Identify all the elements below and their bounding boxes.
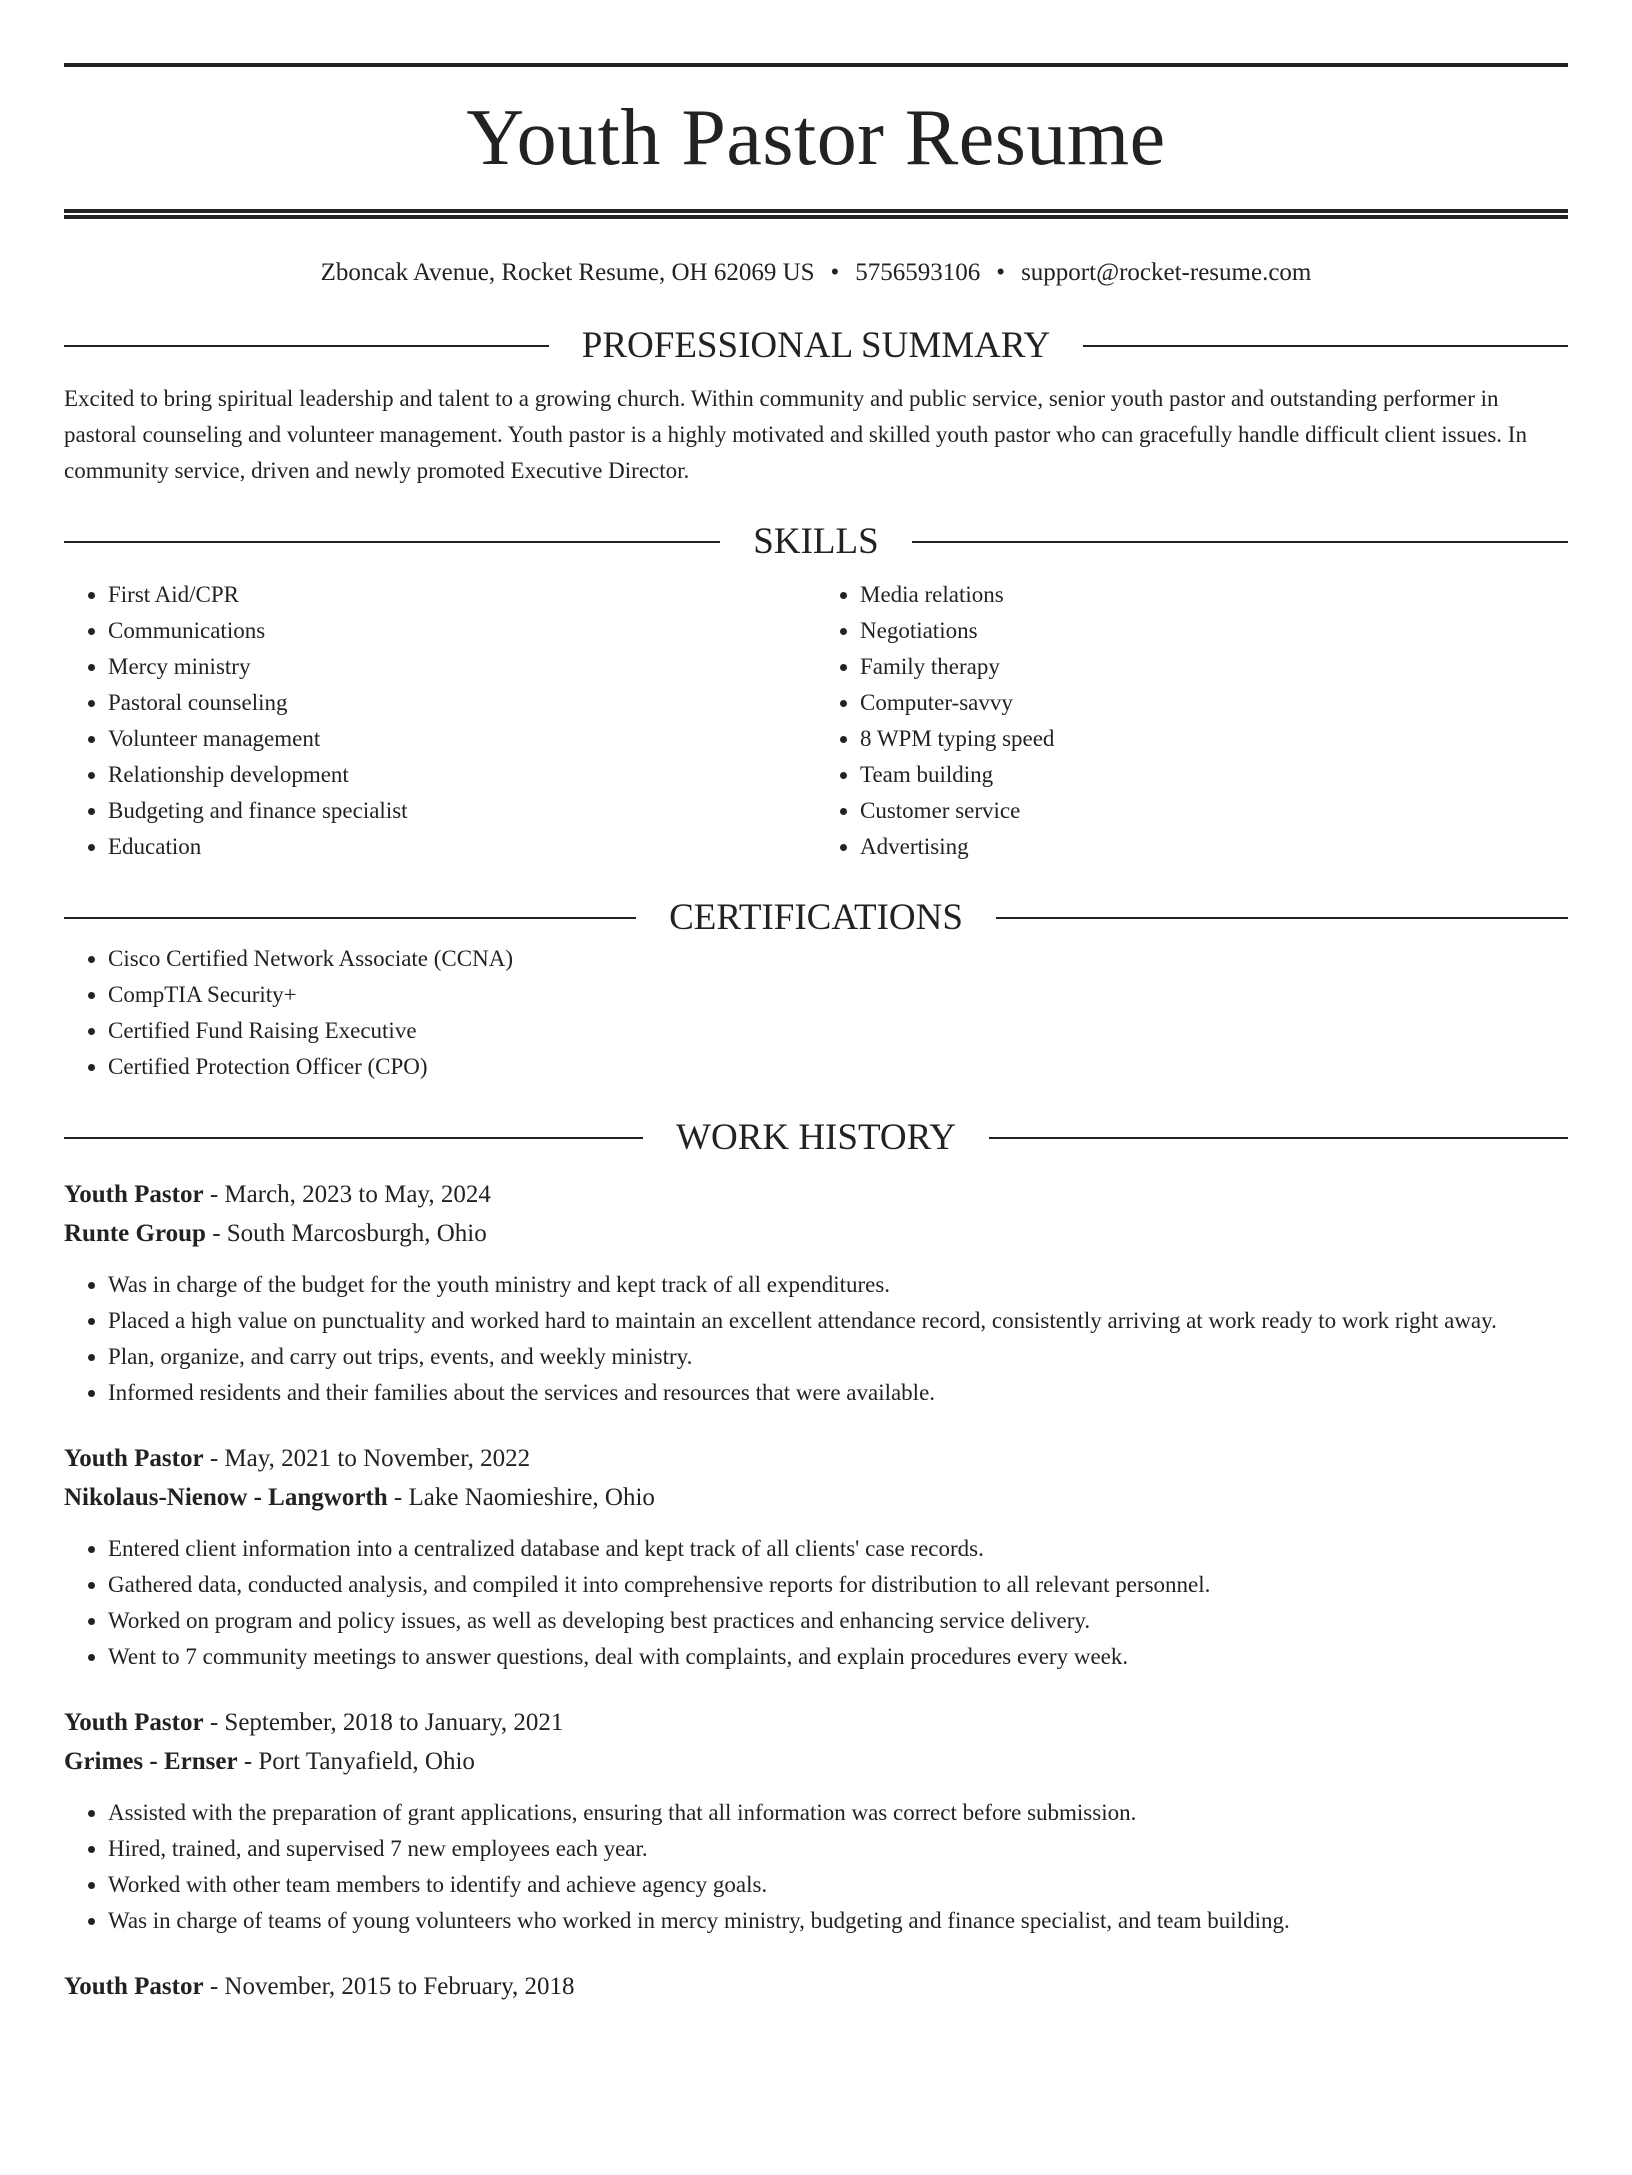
certification-item: • CompTIA Security+: [108, 977, 1568, 1013]
section-heading-summary: [64, 323, 1568, 369]
job-duty-item: • Plan, organize, and carry out trips, events, and weekly ministry.: [108, 1339, 1568, 1375]
job-title-line: [64, 1703, 1568, 1742]
skill-item: • Advertising: [860, 829, 1568, 865]
heading-rule-right: [996, 917, 1568, 919]
job-entry: [64, 1175, 1568, 1411]
heading-rule-left: [64, 1137, 643, 1139]
job-duties-list: [64, 1795, 1568, 1939]
job-location: - South Marcosburgh, Ohio: [205, 1220, 487, 1247]
job-title: Youth Pastor: [64, 1973, 204, 2000]
job-title-line: [64, 1175, 1568, 1214]
job-company: Grimes - Ernser: [64, 1748, 238, 1775]
skill-item: • Budgeting and finance specialist: [108, 793, 816, 829]
skill-item: • Education: [108, 829, 816, 865]
skill-item: • Customer service: [860, 793, 1568, 829]
job-dates: - March, 2023 to May, 2024: [203, 1181, 491, 1208]
job-duties-list: [64, 1267, 1568, 1411]
certification-item: • Certified Fund Raising Executive: [108, 1013, 1568, 1049]
skill-item: • Mercy ministry: [108, 649, 816, 685]
summary-text: Excited to bring spiritual leadership and talent to a growing church. Within community and public service, senior youth pastor and outstanding performer in pastoral counseling and volunteer management. Youth pastor is a highly motivated and skilled youth pastor who can gracefully handle difficult client issues. In community service, driven and newly promoted Executive Director.: [64, 386, 1527, 483]
job-duty-item: • Hired, trained, and supervised 7 new employees each year.: [108, 1831, 1568, 1867]
job-title: Youth Pastor: [64, 1445, 204, 1472]
section-title-certifications: CERTIFICATIONS: [669, 897, 963, 938]
job-duty-item: • Went to 7 community meetings to answer questions, deal with complaints, and explain procedures every week.: [108, 1639, 1568, 1675]
job-company: Runte Group: [64, 1220, 206, 1247]
job-dates: - September, 2018 to January, 2021: [203, 1709, 564, 1736]
job-title: Youth Pastor: [64, 1181, 204, 1208]
skill-item: • Negotiations: [860, 613, 1568, 649]
section-title-summary: PROFESSIONAL SUMMARY: [581, 325, 1051, 366]
job-duty-item: • Worked with other team members to identify and achieve agency goals.: [108, 1867, 1568, 1903]
certifications-list: [64, 941, 1568, 1085]
skill-item: • Volunteer management: [108, 721, 816, 757]
job-duty-item: • Informed residents and their families about the services and resources that were available.: [108, 1375, 1568, 1411]
job-location: - Lake Naomieshire, Ohio: [387, 1484, 655, 1511]
heading-rule-right: [989, 1137, 1568, 1139]
job-entry: [64, 1703, 1568, 1939]
job-company-line: [64, 1478, 1568, 1517]
certification-item: • Cisco Certified Network Associate (CCNA): [108, 941, 1568, 977]
job-duty-item: • Placed a high value on punctuality and worked hard to maintain an excellent attendance record, consistently arriving at work ready to work right away.: [108, 1303, 1568, 1339]
contact-line: [64, 253, 1568, 293]
contact-email[interactable]: support@rocket-resume.com: [1021, 259, 1312, 286]
job-title-line: [64, 1967, 1568, 2006]
skill-item: • Media relations: [860, 577, 1568, 613]
heading-rule-right: [1083, 345, 1568, 347]
job-dates: - May, 2021 to November, 2022: [203, 1445, 531, 1472]
skill-item: • Computer-savvy: [860, 685, 1568, 721]
job-duty-item: • Assisted with the preparation of grant applications, ensuring that all information was correct before submission.: [108, 1795, 1568, 1831]
job-dates: - November, 2015 to February, 2018: [203, 1973, 575, 2000]
job-company-line: [64, 1214, 1568, 1253]
job-duties-list: [64, 1531, 1568, 1675]
certification-item: • Certified Protection Officer (CPO): [108, 1049, 1568, 1085]
heading-rule-right: [912, 541, 1568, 543]
job-duty-item: • Was in charge of the budget for the youth ministry and kept track of all expenditures.: [108, 1267, 1568, 1303]
section-title-work: WORK HISTORY: [676, 1117, 956, 1158]
section-title-skills: SKILLS: [753, 521, 879, 562]
job-company: Nikolaus-Nienow - Langworth: [64, 1484, 388, 1511]
skill-item: • Pastoral counseling: [108, 685, 816, 721]
skills-grid: [64, 577, 1568, 865]
section-heading-certifications: [64, 895, 1568, 941]
contact-address: Zboncak Avenue, Rocket Resume, OH 62069 US: [320, 259, 815, 286]
job-entry: [64, 1439, 1568, 1675]
job-duty-item: • Worked on program and policy issues, as well as developing best practices and enhancing service delivery.: [108, 1603, 1568, 1639]
section-heading-work: [64, 1115, 1568, 1161]
skills-list-right: [816, 577, 1568, 865]
job-duty-item: • Gathered data, conducted analysis, and compiled it into comprehensive reports for distribution to all relevant personnel.: [108, 1567, 1568, 1603]
job-title: Youth Pastor: [64, 1709, 204, 1736]
skill-item: • Team building: [860, 757, 1568, 793]
resume-page: [0, 63, 1632, 2175]
contact-separator: •: [996, 259, 1006, 286]
skill-item: • Relationship development: [108, 757, 816, 793]
job-title-line: [64, 1439, 1568, 1478]
work-history-list: [64, 1175, 1568, 2006]
job-company-line: [64, 1742, 1568, 1781]
contact-phone: 5756593106: [855, 259, 981, 286]
job-entry: [64, 1967, 1568, 2006]
heading-rule-left: [64, 541, 720, 543]
job-duty-item: • Entered client information into a centralized database and kept track of all clients' case records.: [108, 1531, 1568, 1567]
skills-list-left: [64, 577, 816, 865]
resume-title: Youth Pastor Resume: [466, 94, 1166, 182]
heading-rule-left: [64, 917, 636, 919]
title-double-rule: [64, 209, 1568, 219]
contact-separator: •: [830, 259, 840, 286]
job-location: - Port Tanyafield, Ohio: [237, 1748, 475, 1775]
job-duty-item: • Was in charge of teams of young volunteers who worked in mercy ministry, budgeting and finance specialist, and team building.: [108, 1903, 1568, 1939]
skill-item: • 8 WPM typing speed: [860, 721, 1568, 757]
skill-item: • First Aid/CPR: [108, 577, 816, 613]
heading-rule-left: [64, 345, 549, 347]
skill-item: • Family therapy: [860, 649, 1568, 685]
skill-item: • Communications: [108, 613, 816, 649]
section-heading-skills: [64, 519, 1568, 565]
